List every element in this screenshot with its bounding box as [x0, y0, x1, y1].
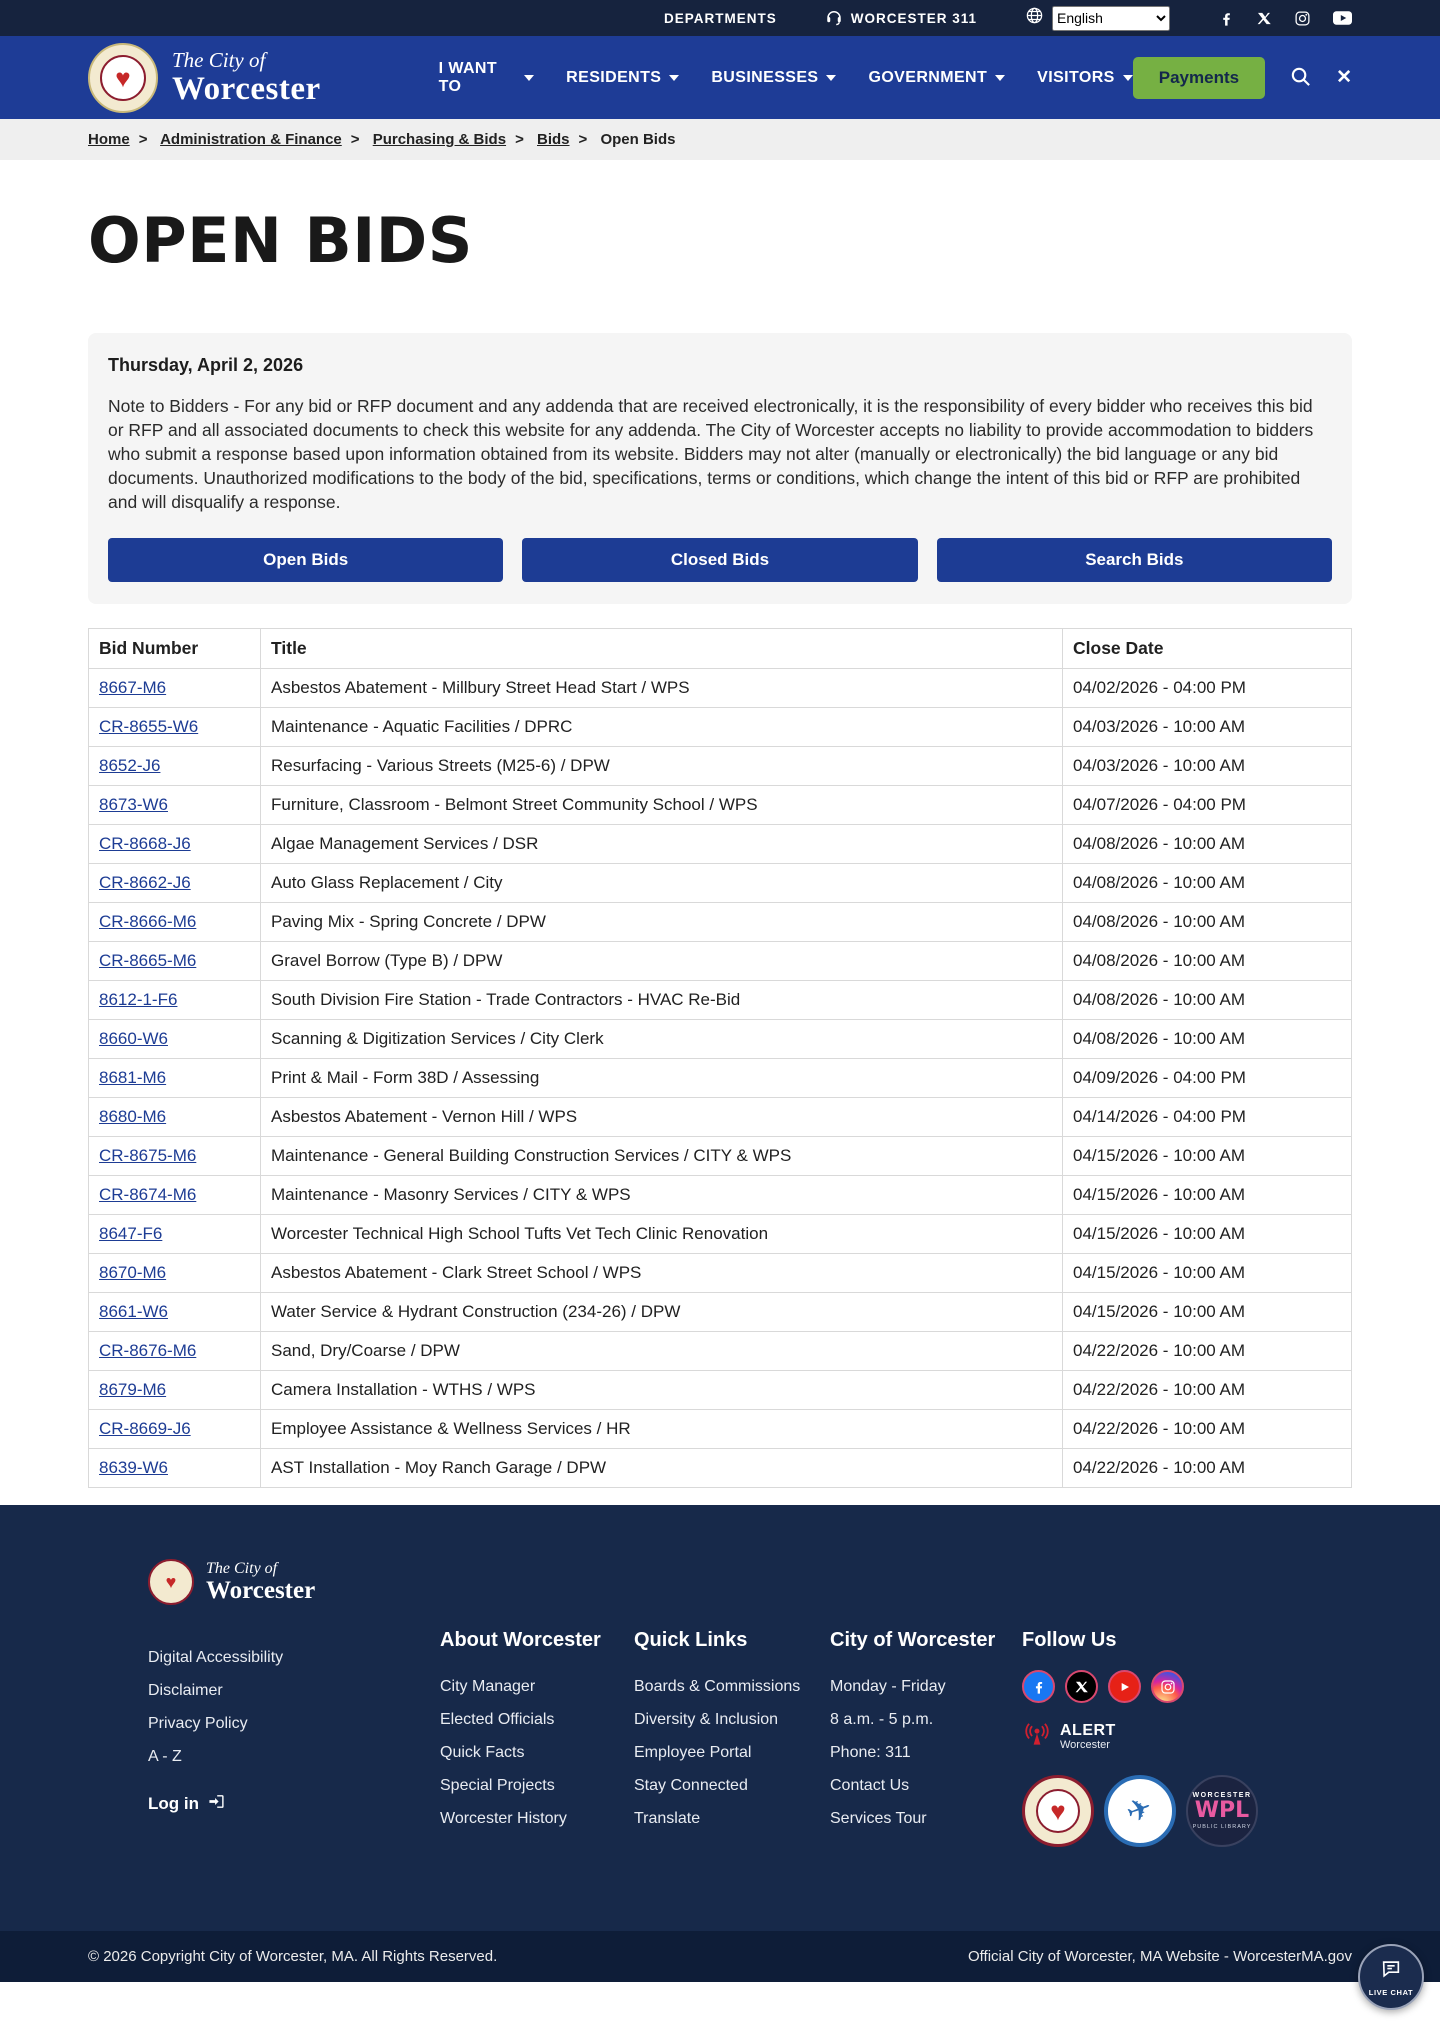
- employee-portal-link[interactable]: Employee Portal: [634, 1744, 752, 1761]
- bid-close-date-cell: 04/08/2026 - 10:00 AM: [1063, 981, 1352, 1020]
- bid-number-link[interactable]: 8661-W6: [99, 1302, 168, 1321]
- bid-number-link[interactable]: CR-8668-J6: [99, 834, 191, 853]
- public-library-logo[interactable]: [1186, 1775, 1258, 1847]
- language-select[interactable]: [1052, 6, 1170, 31]
- alert-line1: ALERT: [1060, 1721, 1116, 1739]
- logo-line1: The City of: [206, 1560, 278, 1578]
- follow-us-heading: Follow Us: [1022, 1629, 1117, 1651]
- alert-worcester-logo[interactable]: [1022, 1721, 1352, 1753]
- table-row: [89, 1254, 1352, 1293]
- bid-title-cell: Camera Installation - WTHS / WPS: [261, 1371, 1063, 1410]
- footer-seal-logos: [1022, 1775, 1352, 1847]
- table-row: [89, 942, 1352, 981]
- table-row: [89, 1371, 1352, 1410]
- close-search-button[interactable]: [1336, 66, 1352, 89]
- city-logo-text: [172, 49, 321, 107]
- bid-close-date-cell: 04/15/2026 - 10:00 AM: [1063, 1176, 1352, 1215]
- alert-logo-text: [1060, 1723, 1116, 1752]
- bottom-bar: [0, 1931, 1440, 1982]
- nav-visitors[interactable]: [1037, 69, 1133, 87]
- top-utility-bar: [0, 0, 1440, 36]
- list-item: [634, 1769, 830, 1802]
- live-chat-button[interactable]: [1358, 1944, 1424, 2010]
- chevron-down-icon: [669, 75, 679, 81]
- bid-number-link[interactable]: 8639-W6: [99, 1458, 168, 1477]
- youtube-icon[interactable]: [1108, 1670, 1141, 1703]
- list-item: [830, 1703, 1022, 1736]
- bid-close-date-cell: 04/03/2026 - 10:00 AM: [1063, 708, 1352, 747]
- worcester-311-link[interactable]: [825, 8, 977, 29]
- bid-title-cell: Maintenance - Masonry Services / CITY & WPS: [261, 1176, 1063, 1215]
- bid-close-date-cell: 04/08/2026 - 10:00 AM: [1063, 942, 1352, 981]
- login-link[interactable]: [148, 1793, 440, 1815]
- nav-government[interactable]: [868, 69, 1005, 87]
- logo-line1: The City of: [172, 47, 266, 72]
- footer-column-heading: Quick Links: [634, 1629, 748, 1651]
- bid-number-link[interactable]: CR-8665-M6: [99, 951, 197, 970]
- bid-close-date-cell: 04/03/2026 - 10:00 AM: [1063, 747, 1352, 786]
- official-site-text: Official City of Worcester, MA Website - WorcesterMA.gov: [967, 1948, 1352, 1965]
- nav-label: GOVERNMENT: [868, 68, 988, 86]
- list-item: [148, 1674, 440, 1707]
- bid-title-cell: Asbestos Abatement - Clark Street School / WPS: [261, 1254, 1063, 1293]
- privacy-policy-link[interactable]: Privacy Policy: [148, 1715, 248, 1732]
- alert-line2: Worcester: [1060, 1739, 1110, 1752]
- bid-number-link[interactable]: CR-8674-M6: [99, 1185, 197, 1204]
- heart-icon: ♥: [165, 1572, 177, 1592]
- phone-text: Phone: 311: [830, 1744, 911, 1761]
- bid-number-cell: [89, 1137, 261, 1176]
- bid-close-date-cell: 04/15/2026 - 10:00 AM: [1063, 1293, 1352, 1332]
- breadcrumb-separator: >: [350, 131, 360, 148]
- bid-close-date-cell: 04/09/2026 - 04:00 PM: [1063, 1059, 1352, 1098]
- instagram-icon[interactable]: [1151, 1670, 1184, 1703]
- bid-number-cell: [89, 864, 261, 903]
- bid-title-cell: Asbestos Abatement - Millbury Street Head Start / WPS: [261, 669, 1063, 708]
- bid-close-date-cell: 04/22/2026 - 10:00 AM: [1063, 1449, 1352, 1488]
- bid-close-date-cell: 04/22/2026 - 10:00 AM: [1063, 1371, 1352, 1410]
- bid-number-link[interactable]: CR-8662-J6: [99, 873, 191, 892]
- bid-title-cell: Asbestos Abatement - Vernon Hill / WPS: [261, 1098, 1063, 1137]
- bid-number-link[interactable]: 8670-M6: [99, 1263, 167, 1282]
- stay-connected-link[interactable]: Stay Connected: [634, 1777, 748, 1794]
- breadcrumb-current: Open Bids: [600, 131, 676, 148]
- list-item: [440, 1703, 634, 1736]
- diversity-inclusion-link[interactable]: Diversity & Inclusion: [634, 1711, 779, 1728]
- bid-title-cell: Water Service & Hydrant Construction (234-26) / DPW: [261, 1293, 1063, 1332]
- chevron-down-icon: [524, 75, 534, 81]
- bid-title-cell: Auto Glass Replacement / City: [261, 864, 1063, 903]
- bid-number-cell: [89, 1215, 261, 1254]
- list-item: [634, 1670, 830, 1703]
- bid-number-cell: [89, 1254, 261, 1293]
- a-z-link[interactable]: A - Z: [148, 1748, 182, 1765]
- bid-title-cell: Worcester Technical High School Tufts Vet Tech Clinic Renovation: [261, 1215, 1063, 1254]
- breadcrumb-separator: >: [515, 131, 524, 148]
- headset-icon: [825, 8, 843, 29]
- bid-title-cell: Maintenance - Aquatic Facilities / DPRC: [261, 708, 1063, 747]
- boards-commissions-link[interactable]: Boards & Commissions: [634, 1678, 801, 1695]
- bid-number-cell: [89, 1059, 261, 1098]
- list-item: [634, 1736, 830, 1769]
- closed-bids-button[interactable]: Closed Bids: [522, 538, 917, 582]
- footer-follow-column: [1022, 1559, 1352, 1847]
- footer-legal-links: [148, 1641, 440, 1773]
- heart-icon: ♥: [115, 62, 131, 93]
- utility-social-links: [1218, 10, 1352, 27]
- bid-number-cell: [89, 1332, 261, 1371]
- disclaimer-link[interactable]: Disclaimer: [148, 1682, 223, 1699]
- page-title: OPEN BIDS: [88, 204, 473, 277]
- bid-number-link[interactable]: 8667-M6: [99, 678, 167, 697]
- bid-number-cell: [89, 1371, 261, 1410]
- table-row: [89, 1098, 1352, 1137]
- bid-number-cell: [89, 747, 261, 786]
- footer-column-heading: City of Worcester: [830, 1629, 996, 1651]
- x-twitter-icon[interactable]: [1065, 1670, 1098, 1703]
- digital-accessibility-link[interactable]: Digital Accessibility: [148, 1649, 284, 1666]
- bid-title-cell: Algae Management Services / DSR: [261, 825, 1063, 864]
- nav-label: VISITORS: [1037, 68, 1115, 86]
- bid-number-cell: [89, 708, 261, 747]
- footer-logo-text: [206, 1560, 315, 1604]
- bid-number-cell: [89, 1410, 261, 1449]
- list-item: [634, 1802, 830, 1835]
- table-row: [89, 864, 1352, 903]
- nav-businesses[interactable]: [711, 69, 836, 87]
- bid-close-date-cell: 04/08/2026 - 10:00 AM: [1063, 1020, 1352, 1059]
- search-bids-button[interactable]: Search Bids: [937, 538, 1332, 582]
- live-chat-label: LIVE CHAT: [1368, 1987, 1414, 1997]
- wpl-top-text: WORCESTER: [1192, 1792, 1252, 1800]
- bid-close-date-cell: 04/22/2026 - 10:00 AM: [1063, 1410, 1352, 1449]
- bid-number-cell: [89, 1293, 261, 1332]
- bid-close-date-cell: 04/08/2026 - 10:00 AM: [1063, 903, 1352, 942]
- open-bids-button[interactable]: Open Bids: [108, 538, 503, 582]
- bid-number-link[interactable]: CR-8675-M6: [99, 1146, 197, 1165]
- current-date: Thursday, April 2, 2026: [108, 355, 304, 375]
- bid-number-link[interactable]: 8612-1-F6: [99, 990, 178, 1009]
- bid-number-cell: [89, 825, 261, 864]
- bid-title-cell: Maintenance - General Building Construction Services / CITY & WPS: [261, 1137, 1063, 1176]
- footer: [0, 1505, 1440, 1931]
- translate-link[interactable]: Translate: [634, 1810, 701, 1827]
- list-item: [830, 1769, 1022, 1802]
- x-twitter-icon[interactable]: [1257, 11, 1272, 26]
- bid-title-cell: Furniture, Classroom - Belmont Street Community School / WPS: [261, 786, 1063, 825]
- bid-close-date-cell: 04/15/2026 - 10:00 AM: [1063, 1254, 1352, 1293]
- table-row: [89, 1293, 1352, 1332]
- bid-number-cell: [89, 786, 261, 825]
- bid-close-date-cell: 04/02/2026 - 04:00 PM: [1063, 669, 1352, 708]
- city-seal-icon: [88, 43, 158, 113]
- bid-close-date-cell: 04/08/2026 - 10:00 AM: [1063, 864, 1352, 903]
- breadcrumb-home[interactable]: Home: [88, 131, 130, 148]
- main-header: [0, 36, 1440, 119]
- main-content: [88, 204, 1352, 1505]
- bid-number-link[interactable]: 8647-F6: [99, 1224, 163, 1243]
- instagram-icon[interactable]: [1294, 10, 1311, 27]
- list-item: [440, 1769, 634, 1802]
- nav-residents[interactable]: [566, 69, 679, 87]
- footer-brand-column: [148, 1559, 440, 1847]
- list-item: [440, 1736, 634, 1769]
- youtube-icon[interactable]: [1333, 11, 1352, 25]
- footer-city-logo[interactable]: [148, 1559, 440, 1605]
- chevron-down-icon: [1123, 75, 1133, 81]
- logo-line2: Worcester: [172, 70, 321, 107]
- bid-number-cell: [89, 669, 261, 708]
- alert-broadcast-icon: [1022, 1721, 1052, 1753]
- bid-number-cell: [89, 1176, 261, 1215]
- bid-close-date-cell: 04/15/2026 - 10:00 AM: [1063, 1215, 1352, 1254]
- bid-number-link[interactable]: CR-8669-J6: [99, 1419, 191, 1438]
- bid-number-cell: [89, 1020, 261, 1059]
- bid-title-cell: Sand, Dry/Coarse / DPW: [261, 1332, 1063, 1371]
- logo-line2: Worcester: [206, 1576, 316, 1604]
- breadcrumb-separator: >: [138, 131, 148, 148]
- login-icon: [208, 1793, 225, 1815]
- bid-number-cell: [89, 1098, 261, 1137]
- footer-city-column: [830, 1559, 1022, 1847]
- bid-number-link[interactable]: 8681-M6: [99, 1068, 167, 1087]
- wpl-mid-text: WPL: [1194, 1798, 1250, 1824]
- close-icon: ✕: [1336, 67, 1352, 88]
- table-header-row: [89, 629, 1352, 669]
- list-item: [634, 1703, 830, 1736]
- bid-close-date-cell: 04/14/2026 - 04:00 PM: [1063, 1098, 1352, 1137]
- list-item: [830, 1802, 1022, 1835]
- breadcrumb-administration-finance[interactable]: Administration & Finance: [160, 131, 342, 148]
- heart-icon: ♥: [1050, 1796, 1066, 1826]
- city-seal-logo[interactable]: [1022, 1775, 1094, 1847]
- departments-link[interactable]: DEPARTMENTS: [663, 10, 777, 26]
- breadcrumb-bids[interactable]: Bids: [537, 131, 570, 148]
- airport-seal-logo[interactable]: [1104, 1775, 1176, 1847]
- bid-close-date-cell: 04/22/2026 - 10:00 AM: [1063, 1332, 1352, 1371]
- col-header-close-date: Close Date: [1063, 629, 1352, 669]
- nav-label: BUSINESSES: [711, 68, 819, 86]
- breadcrumb: [0, 119, 1440, 160]
- bid-actions: [108, 538, 1332, 582]
- footer-social-links: [1022, 1670, 1352, 1703]
- chevron-down-icon: [826, 75, 836, 81]
- bid-number-cell: [89, 903, 261, 942]
- bid-title-cell: Paving Mix - Spring Concrete / DPW: [261, 903, 1063, 942]
- main-nav: [439, 60, 1133, 96]
- footer-quick-links-column: [634, 1559, 830, 1847]
- bid-title-cell: Print & Mail - Form 38D / Assessing: [261, 1059, 1063, 1098]
- breadcrumb-purchasing-bids[interactable]: Purchasing & Bids: [372, 131, 507, 148]
- list-item: [440, 1802, 634, 1835]
- table-row: [89, 825, 1352, 864]
- search-icon: [1289, 65, 1312, 91]
- col-header-bid-number: Bid Number: [89, 629, 261, 669]
- globe-icon: [1025, 6, 1044, 30]
- list-item: [830, 1670, 1022, 1703]
- footer-column-heading: About Worcester: [440, 1629, 601, 1651]
- table-row: [89, 1215, 1352, 1254]
- services-tour-link[interactable]: Services Tour: [830, 1810, 927, 1827]
- col-header-title: Title: [261, 629, 1063, 669]
- bid-number-link[interactable]: 8680-M6: [99, 1107, 167, 1126]
- table-row: [89, 1059, 1352, 1098]
- chevron-down-icon: [995, 75, 1005, 81]
- city-logo[interactable]: [88, 43, 321, 113]
- bid-title-cell: Gravel Borrow (Type B) / DPW: [261, 942, 1063, 981]
- bid-title-cell: Scanning & Digitization Services / City Clerk: [261, 1020, 1063, 1059]
- payments-button[interactable]: Payments: [1133, 57, 1265, 99]
- city-manager-link[interactable]: City Manager: [440, 1678, 536, 1695]
- facebook-icon[interactable]: [1022, 1670, 1055, 1703]
- table-row: [89, 1137, 1352, 1176]
- bid-close-date-cell: 04/15/2026 - 10:00 AM: [1063, 1137, 1352, 1176]
- search-button[interactable]: [1289, 65, 1312, 91]
- airplane-icon: ✈: [1122, 1790, 1158, 1831]
- bid-title-cell: AST Installation - Moy Ranch Garage / DPW: [261, 1449, 1063, 1488]
- table-row: [89, 1410, 1352, 1449]
- table-row: [89, 786, 1352, 825]
- worcester-311-label: WORCESTER 311: [850, 10, 977, 26]
- table-row: [89, 669, 1352, 708]
- list-item: [148, 1707, 440, 1740]
- bid-number-cell: [89, 1449, 261, 1488]
- chat-bubble-icon: [1379, 1958, 1403, 1985]
- table-row: [89, 903, 1352, 942]
- facebook-icon[interactable]: [1218, 10, 1235, 27]
- table-row: [89, 981, 1352, 1020]
- table-row: [89, 708, 1352, 747]
- hours-days-text: Monday - Friday: [830, 1678, 946, 1695]
- nav-label: RESIDENTS: [566, 68, 662, 86]
- list-item: [830, 1736, 1022, 1769]
- bid-number-link[interactable]: CR-8676-M6: [99, 1341, 197, 1360]
- copyright-text: © 2026 Copyright City of Worcester, MA. All Rights Reserved.: [88, 1948, 498, 1965]
- contact-us-link[interactable]: Contact Us: [830, 1777, 910, 1794]
- note-to-bidders-text: Note to Bidders - For any bid or RFP document and any addenda that are received electronically, it is the responsibility of every bidder who receives this bid or RFP and all associated documents to check this website for any addenda. The City of Worcester accepts no liability to provide accommodation to bidders who submit a response based upon information obtained from its website. Bidders may not alter (manually or electronically) the bid language or any bid documents. Unauthorized modifications to the body of the bid, specifications, terms or conditions, which change the intent of this bid or RFP are prohibited and will disqualify a response.: [108, 396, 1314, 512]
- bid-number-link[interactable]: 8679-M6: [99, 1380, 167, 1399]
- bid-number-link[interactable]: 8660-W6: [99, 1029, 168, 1048]
- list-item: [148, 1641, 440, 1674]
- nav-i-want-to[interactable]: [439, 60, 535, 96]
- bid-number-cell: [89, 981, 261, 1020]
- wpl-bottom-text: PUBLIC LIBRARY: [1192, 1823, 1252, 1830]
- bid-close-date-cell: 04/08/2026 - 10:00 AM: [1063, 825, 1352, 864]
- list-item: [440, 1670, 634, 1703]
- table-row: [89, 1332, 1352, 1371]
- bid-title-cell: South Division Fire Station - Trade Contractors - HVAC Re-Bid: [261, 981, 1063, 1020]
- bid-close-date-cell: 04/07/2026 - 04:00 PM: [1063, 786, 1352, 825]
- language-switcher: [1025, 6, 1170, 31]
- note-card: [88, 333, 1352, 604]
- bid-title-cell: Employee Assistance & Wellness Services / HR: [261, 1410, 1063, 1449]
- nav-label: I WANT TO: [438, 59, 498, 95]
- bid-number-link[interactable]: 8673-W6: [99, 795, 168, 814]
- quick-facts-link[interactable]: Quick Facts: [440, 1744, 525, 1761]
- elected-officials-link[interactable]: Elected Officials: [440, 1711, 555, 1728]
- special-projects-link[interactable]: Special Projects: [440, 1777, 555, 1794]
- bid-number-link[interactable]: 8652-J6: [99, 756, 161, 775]
- city-seal-icon: [148, 1559, 194, 1605]
- bid-number-link[interactable]: CR-8666-M6: [99, 912, 197, 931]
- footer-about-column: [440, 1559, 634, 1847]
- bids-table: [88, 628, 1352, 1488]
- bid-title-cell: Resurfacing - Various Streets (M25-6) / DPW: [261, 747, 1063, 786]
- login-label: Log in: [148, 1794, 199, 1813]
- bid-number-cell: [89, 942, 261, 981]
- bid-number-link[interactable]: CR-8655-W6: [99, 717, 199, 736]
- table-row: [89, 1449, 1352, 1488]
- bids-table-body: [89, 669, 1352, 1488]
- table-row: [89, 747, 1352, 786]
- table-row: [89, 1020, 1352, 1059]
- table-row: [89, 1176, 1352, 1215]
- hours-time-text: 8 a.m. - 5 p.m.: [830, 1711, 934, 1728]
- list-item: [148, 1740, 440, 1773]
- worcester-history-link[interactable]: Worcester History: [440, 1810, 567, 1827]
- breadcrumb-separator: >: [578, 131, 588, 148]
